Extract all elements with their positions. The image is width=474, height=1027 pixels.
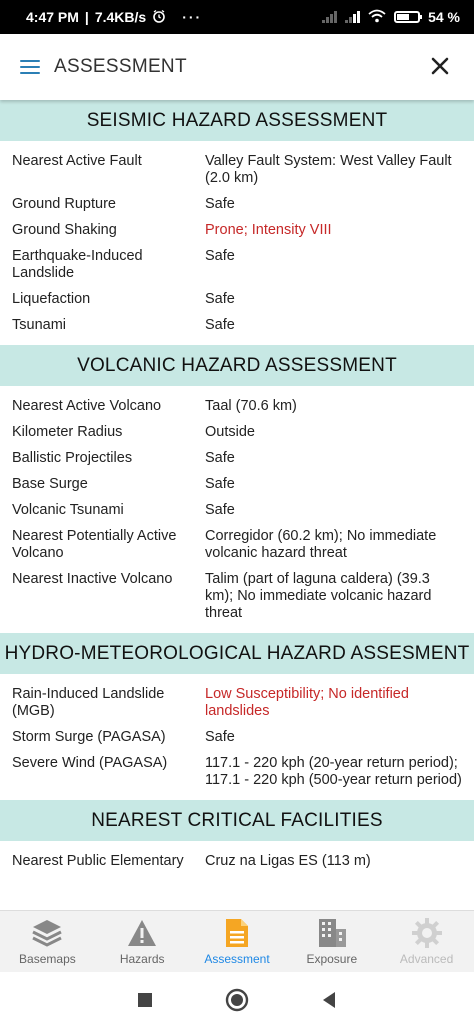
row-label: Base Surge xyxy=(12,476,88,492)
status-time: 4:47 PM xyxy=(26,9,79,25)
section-rows xyxy=(0,386,474,633)
row-value: Valley Fault System: West Valley Fault (2.0 km) xyxy=(205,153,452,186)
row-value: Safe xyxy=(205,291,235,307)
battery-percent: 54 % xyxy=(428,9,460,25)
nav-basemaps[interactable]: Basemaps xyxy=(0,911,95,972)
alarm-icon xyxy=(152,9,166,26)
app-bar xyxy=(0,34,474,100)
row-label: Storm Surge (PAGASA) xyxy=(12,729,166,745)
assessment-content[interactable] xyxy=(0,100,474,910)
row-value: Safe xyxy=(205,317,235,333)
assessment-row xyxy=(0,313,474,339)
row-label: Nearest Active Fault xyxy=(12,153,142,169)
row-value: Cruz na Ligas ES (113 m) xyxy=(205,853,371,869)
layers-icon xyxy=(31,917,63,949)
assessment-row xyxy=(0,498,474,524)
row-value: Safe xyxy=(205,450,235,466)
row-label: Severe Wind (PAGASA) xyxy=(12,755,168,771)
row-label: Ballistic Projectiles xyxy=(12,450,133,466)
row-label: Nearest Potentially Active Volcano xyxy=(12,528,177,561)
section-header: NEAREST CRITICAL FACILITIES xyxy=(0,800,474,841)
row-value: Taal (70.6 km) xyxy=(205,398,297,414)
assessment-row xyxy=(0,472,474,498)
row-value: Outside xyxy=(205,424,255,440)
row-label: Tsunami xyxy=(12,317,66,333)
row-label: Kilometer Radius xyxy=(12,424,123,440)
nav-assessment[interactable]: Assessment xyxy=(190,911,285,972)
home-button[interactable] xyxy=(225,988,249,1012)
building-icon xyxy=(316,917,348,949)
nav-hazards[interactable]: Hazards xyxy=(95,911,190,972)
assessment-row xyxy=(0,192,474,218)
section-rows xyxy=(0,674,474,800)
close-icon[interactable] xyxy=(430,54,450,80)
assessment-row xyxy=(0,218,474,244)
back-button[interactable] xyxy=(321,991,337,1009)
row-label: Ground Rupture xyxy=(12,196,116,212)
signal-2-icon xyxy=(345,11,360,23)
bottom-nav xyxy=(0,910,474,972)
warning-icon xyxy=(126,917,158,949)
assessment-row xyxy=(0,446,474,472)
row-value: Safe xyxy=(205,196,235,212)
status-net-speed: 7.4KB/s xyxy=(94,9,147,25)
gear-icon xyxy=(411,917,443,949)
row-value: Safe xyxy=(205,502,235,518)
assessment-row xyxy=(0,420,474,446)
section-rows xyxy=(0,841,474,881)
assessment-row xyxy=(0,682,474,725)
row-value: Talim (part of laguna caldera) (39.3 km); No immediate volcanic hazard threat xyxy=(205,571,432,621)
row-value: Low Susceptibility; No identified landslides xyxy=(205,686,409,719)
nav-advanced[interactable]: Advanced xyxy=(379,911,474,972)
section-rows xyxy=(0,141,474,345)
row-label: Volcanic Tsunami xyxy=(12,502,124,518)
assessment-row xyxy=(0,751,474,794)
row-label: Liquefaction xyxy=(12,291,91,307)
assessment-row xyxy=(0,524,474,567)
assessment-row xyxy=(0,725,474,751)
row-value: Safe xyxy=(205,729,235,745)
assessment-row xyxy=(0,244,474,287)
document-icon xyxy=(224,917,250,949)
menu-icon[interactable] xyxy=(20,60,40,74)
row-label: Nearest Public Elementary xyxy=(12,853,184,869)
recents-button[interactable] xyxy=(137,992,153,1008)
row-label: Rain-Induced Landslide (MGB) xyxy=(12,686,165,719)
nav-exposure[interactable]: Exposure xyxy=(284,911,379,972)
section-header: HYDRO-METEOROLOGICAL HAZARD ASSESMENT xyxy=(0,633,474,674)
row-label: Ground Shaking xyxy=(12,222,117,238)
page-title: ASSESSMENT xyxy=(54,56,187,77)
row-value: 117.1 - 220 kph (20-year return period); 117.1 - 220 kph (500-year return period) xyxy=(205,755,462,788)
row-value: Safe xyxy=(205,476,235,492)
assessment-row xyxy=(0,567,474,627)
battery-icon xyxy=(394,11,420,23)
row-value: Prone; Intensity VIII xyxy=(205,222,332,238)
assessment-row xyxy=(0,287,474,313)
status-more-icon: ··· xyxy=(182,9,203,25)
row-value: Corregidor (60.2 km); No immediate volcanic hazard threat xyxy=(205,528,437,561)
section-header: SEISMIC HAZARD ASSESSMENT xyxy=(0,100,474,141)
row-label: Nearest Active Volcano xyxy=(12,398,162,414)
status-bar: 4:47 PM | 7.4KB/s ··· 54 % xyxy=(0,0,474,34)
assessment-row xyxy=(0,849,474,875)
assessment-row xyxy=(0,394,474,420)
assessment-row xyxy=(0,149,474,192)
row-value: Safe xyxy=(205,248,235,264)
signal-1-icon xyxy=(322,11,337,23)
wifi-icon xyxy=(368,9,386,26)
section-header: VOLCANIC HAZARD ASSESSMENT xyxy=(0,345,474,386)
row-label: Earthquake-Induced Landslide xyxy=(12,248,143,281)
row-label: Nearest Inactive Volcano xyxy=(12,571,173,587)
system-nav-bar xyxy=(0,972,474,1027)
